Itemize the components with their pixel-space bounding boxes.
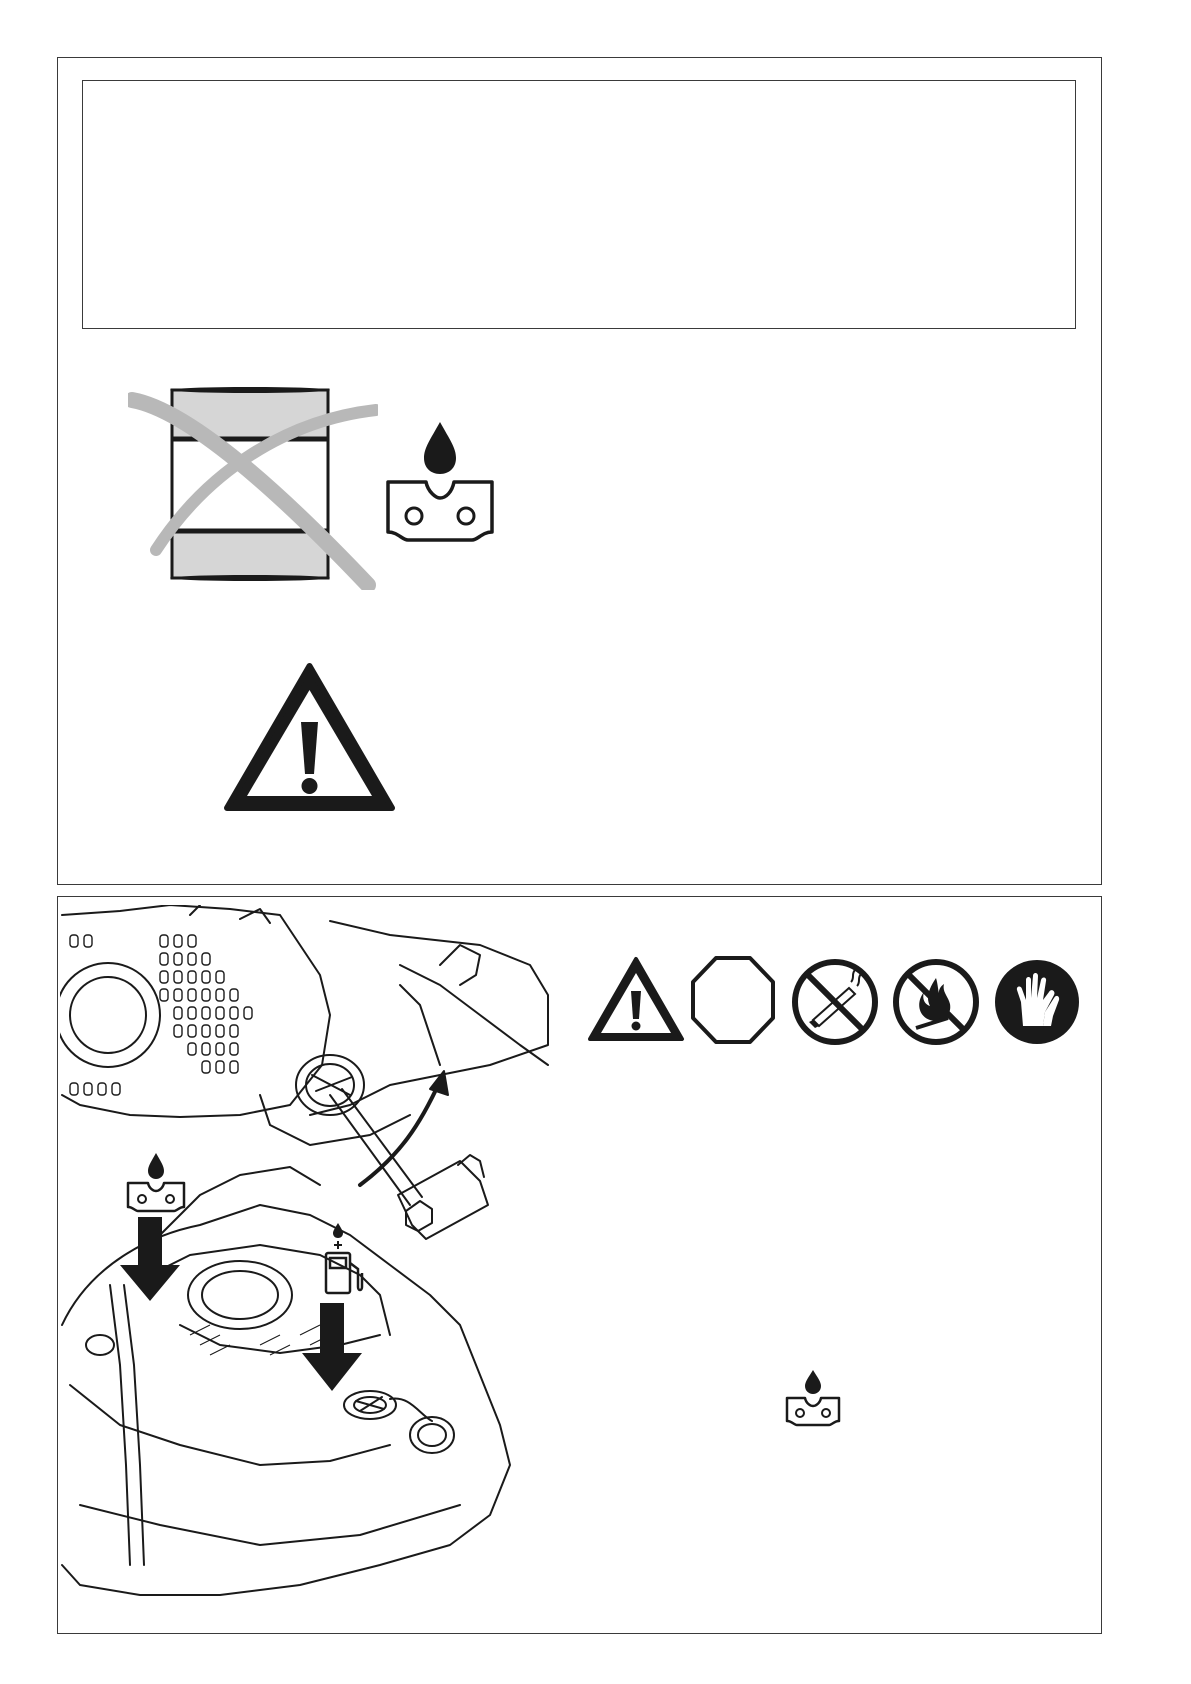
chain-oil-drop-icon	[382, 420, 498, 545]
chain-oil-drop-icon	[783, 1368, 843, 1428]
wear-gloves-icon	[993, 958, 1081, 1046]
no-open-flame-icon	[892, 958, 980, 1046]
warning-triangle-icon	[586, 955, 686, 1043]
chainsaw-fuel-and-oil-filling-illustration	[60, 905, 550, 1630]
warning-triangle-icon	[222, 660, 397, 815]
notice-box	[82, 80, 1076, 329]
stop-octagon-icon	[690, 955, 776, 1045]
crossed-out-oil-drum-icon	[128, 380, 378, 590]
no-smoking-icon	[791, 958, 879, 1046]
